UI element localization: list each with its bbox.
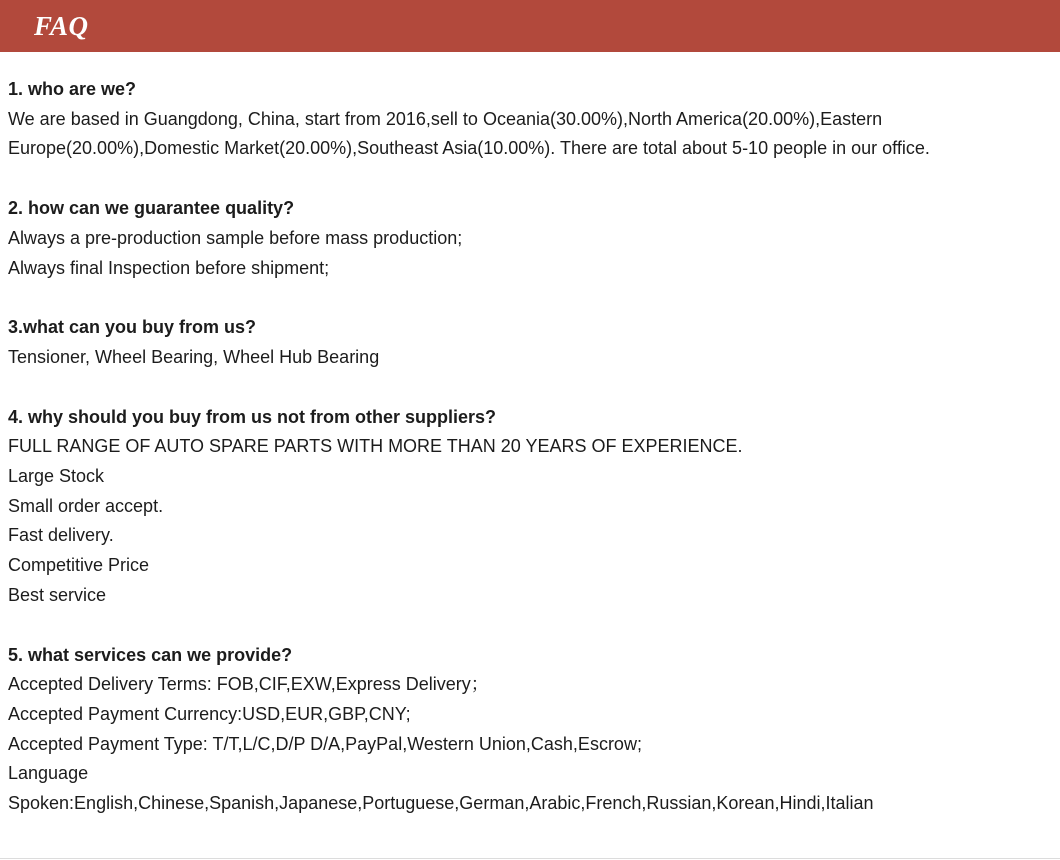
bottom-divider [0,858,1060,859]
faq-answer-line: Tensioner, Wheel Bearing, Wheel Hub Bearing [8,346,380,367]
faq-header-title: FAQ [34,10,89,41]
faq-question: 2. how can we guarantee quality? [8,198,295,219]
faq-answer-line: Competitive Price [8,555,150,576]
faq-answer-line: We are based in Guangdong, China, start from 2016,sell to Oceania(30.00%),North America(20.00%),Eastern Europe(20.00%),Domestic Market(20.00%),Southeast Asia(10.00%). There are total about 5-10 people in our office. [8,108,930,159]
faq-answer-line: Fast delivery. [8,525,114,546]
faq-section-guarantee-quality [8,194,1042,283]
faq-answer-line: Always final Inspection before shipment; [8,257,330,278]
faq-question: 4. why should you buy from us not from other suppliers? [8,406,497,427]
faq-header-bar [0,0,1060,52]
faq-question: 3.what can you buy from us? [8,317,257,338]
faq-section-services-provided [8,641,1042,819]
faq-answer-line: Large Stock [8,466,105,487]
faq-answer-line: Accepted Payment Type: T/T,L/C,D/P D/A,PayPal,Western Union,Cash,Escrow; [8,733,642,754]
faq-question: 5. what services can we provide? [8,644,293,665]
faq-question: 1. who are we? [8,79,137,99]
faq-section-why-buy-from-us [8,403,1042,611]
faq-section-who-are-we [8,75,1042,164]
faq-answer-line: Small order accept. [8,495,164,516]
faq-answer-line: Always a pre-production sample before mass production; [8,227,463,248]
faq-answer-line: Spoken:English,Chinese,Spanish,Japanese,Portuguese,German,Arabic,French,Russian,Korean,Hindi,Italian [8,793,874,814]
faq-answer-line: Accepted Payment Currency:USD,EUR,GBP,CNY; [8,703,411,724]
faq-answer-line: FULL RANGE OF AUTO SPARE PARTS WITH MORE THAN 20 YEARS OF EXPERIENCE. [8,436,743,457]
faq-content [0,52,1060,819]
faq-answer-line: Accepted Delivery Terms: FOB,CIF,EXW,Express Delivery； [8,674,489,695]
faq-section-what-can-you-buy [8,313,1042,372]
faq-answer-line: Best service [8,584,107,605]
faq-answer-line: Language [8,763,89,784]
